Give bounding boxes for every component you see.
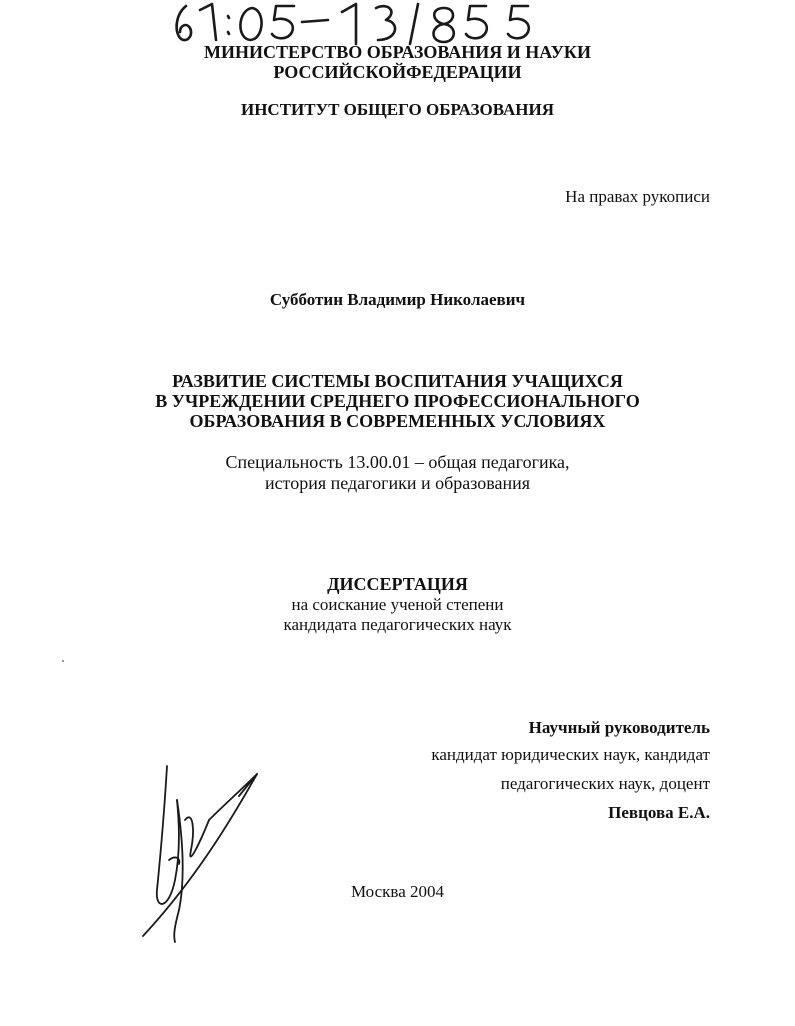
ministry-line-2: РОССИЙСКОЙФЕДЕРАЦИИ bbox=[273, 62, 522, 82]
specialty-line-1: Специальность 13.00.01 – общая педагогика, bbox=[225, 452, 570, 472]
author-name: Субботин Владимир Николаевич bbox=[269, 290, 526, 309]
title-line-1: РАЗВИТИЕ СИСТЕМЫ ВОСПИТАНИЯ УЧАЩИХСЯ bbox=[172, 371, 623, 391]
supervisor-name: Певцова Е.А. bbox=[608, 803, 710, 822]
handwritten-archive-number bbox=[172, 0, 552, 48]
dissertation-line-2: кандидата педагогических наук bbox=[283, 615, 512, 634]
dissertation-heading: ДИССЕРТАЦИЯ bbox=[327, 574, 468, 594]
signature-drawing bbox=[135, 760, 265, 950]
supervisor-line-1: кандидат юридических наук, кандидат bbox=[431, 745, 710, 764]
handwritten-signature bbox=[135, 760, 265, 950]
specialty-line-2: история педагогики и образования bbox=[264, 473, 531, 493]
scan-speck bbox=[62, 660, 64, 662]
supervisor-heading: Научный руководитель bbox=[528, 718, 710, 737]
title-line-3: ОБРАЗОВАНИЯ В СОВРЕМЕННЫХ УСЛОВИЯХ bbox=[189, 411, 606, 431]
supervisor-line-2: педагогических наук, доцент bbox=[500, 774, 710, 793]
dissertation-line-1: на соискание ученой степени bbox=[291, 595, 504, 614]
city-year: Москва 2004 bbox=[350, 882, 445, 901]
title-line-2: В УЧРЕЖДЕНИИ СРЕДНЕГО ПРОФЕССИОНАЛЬНОГО bbox=[155, 391, 640, 411]
ministry-line-1: МИНИСТЕРСТВО ОБРАЗОВАНИЯ И НАУКИ bbox=[204, 42, 591, 62]
institute-name: ИНСТИТУТ ОБЩЕГО ОБРАЗОВАНИЯ bbox=[240, 100, 554, 119]
manuscript-note: На правах рукописи bbox=[565, 187, 710, 206]
handwritten-number-drawing bbox=[172, 0, 552, 48]
